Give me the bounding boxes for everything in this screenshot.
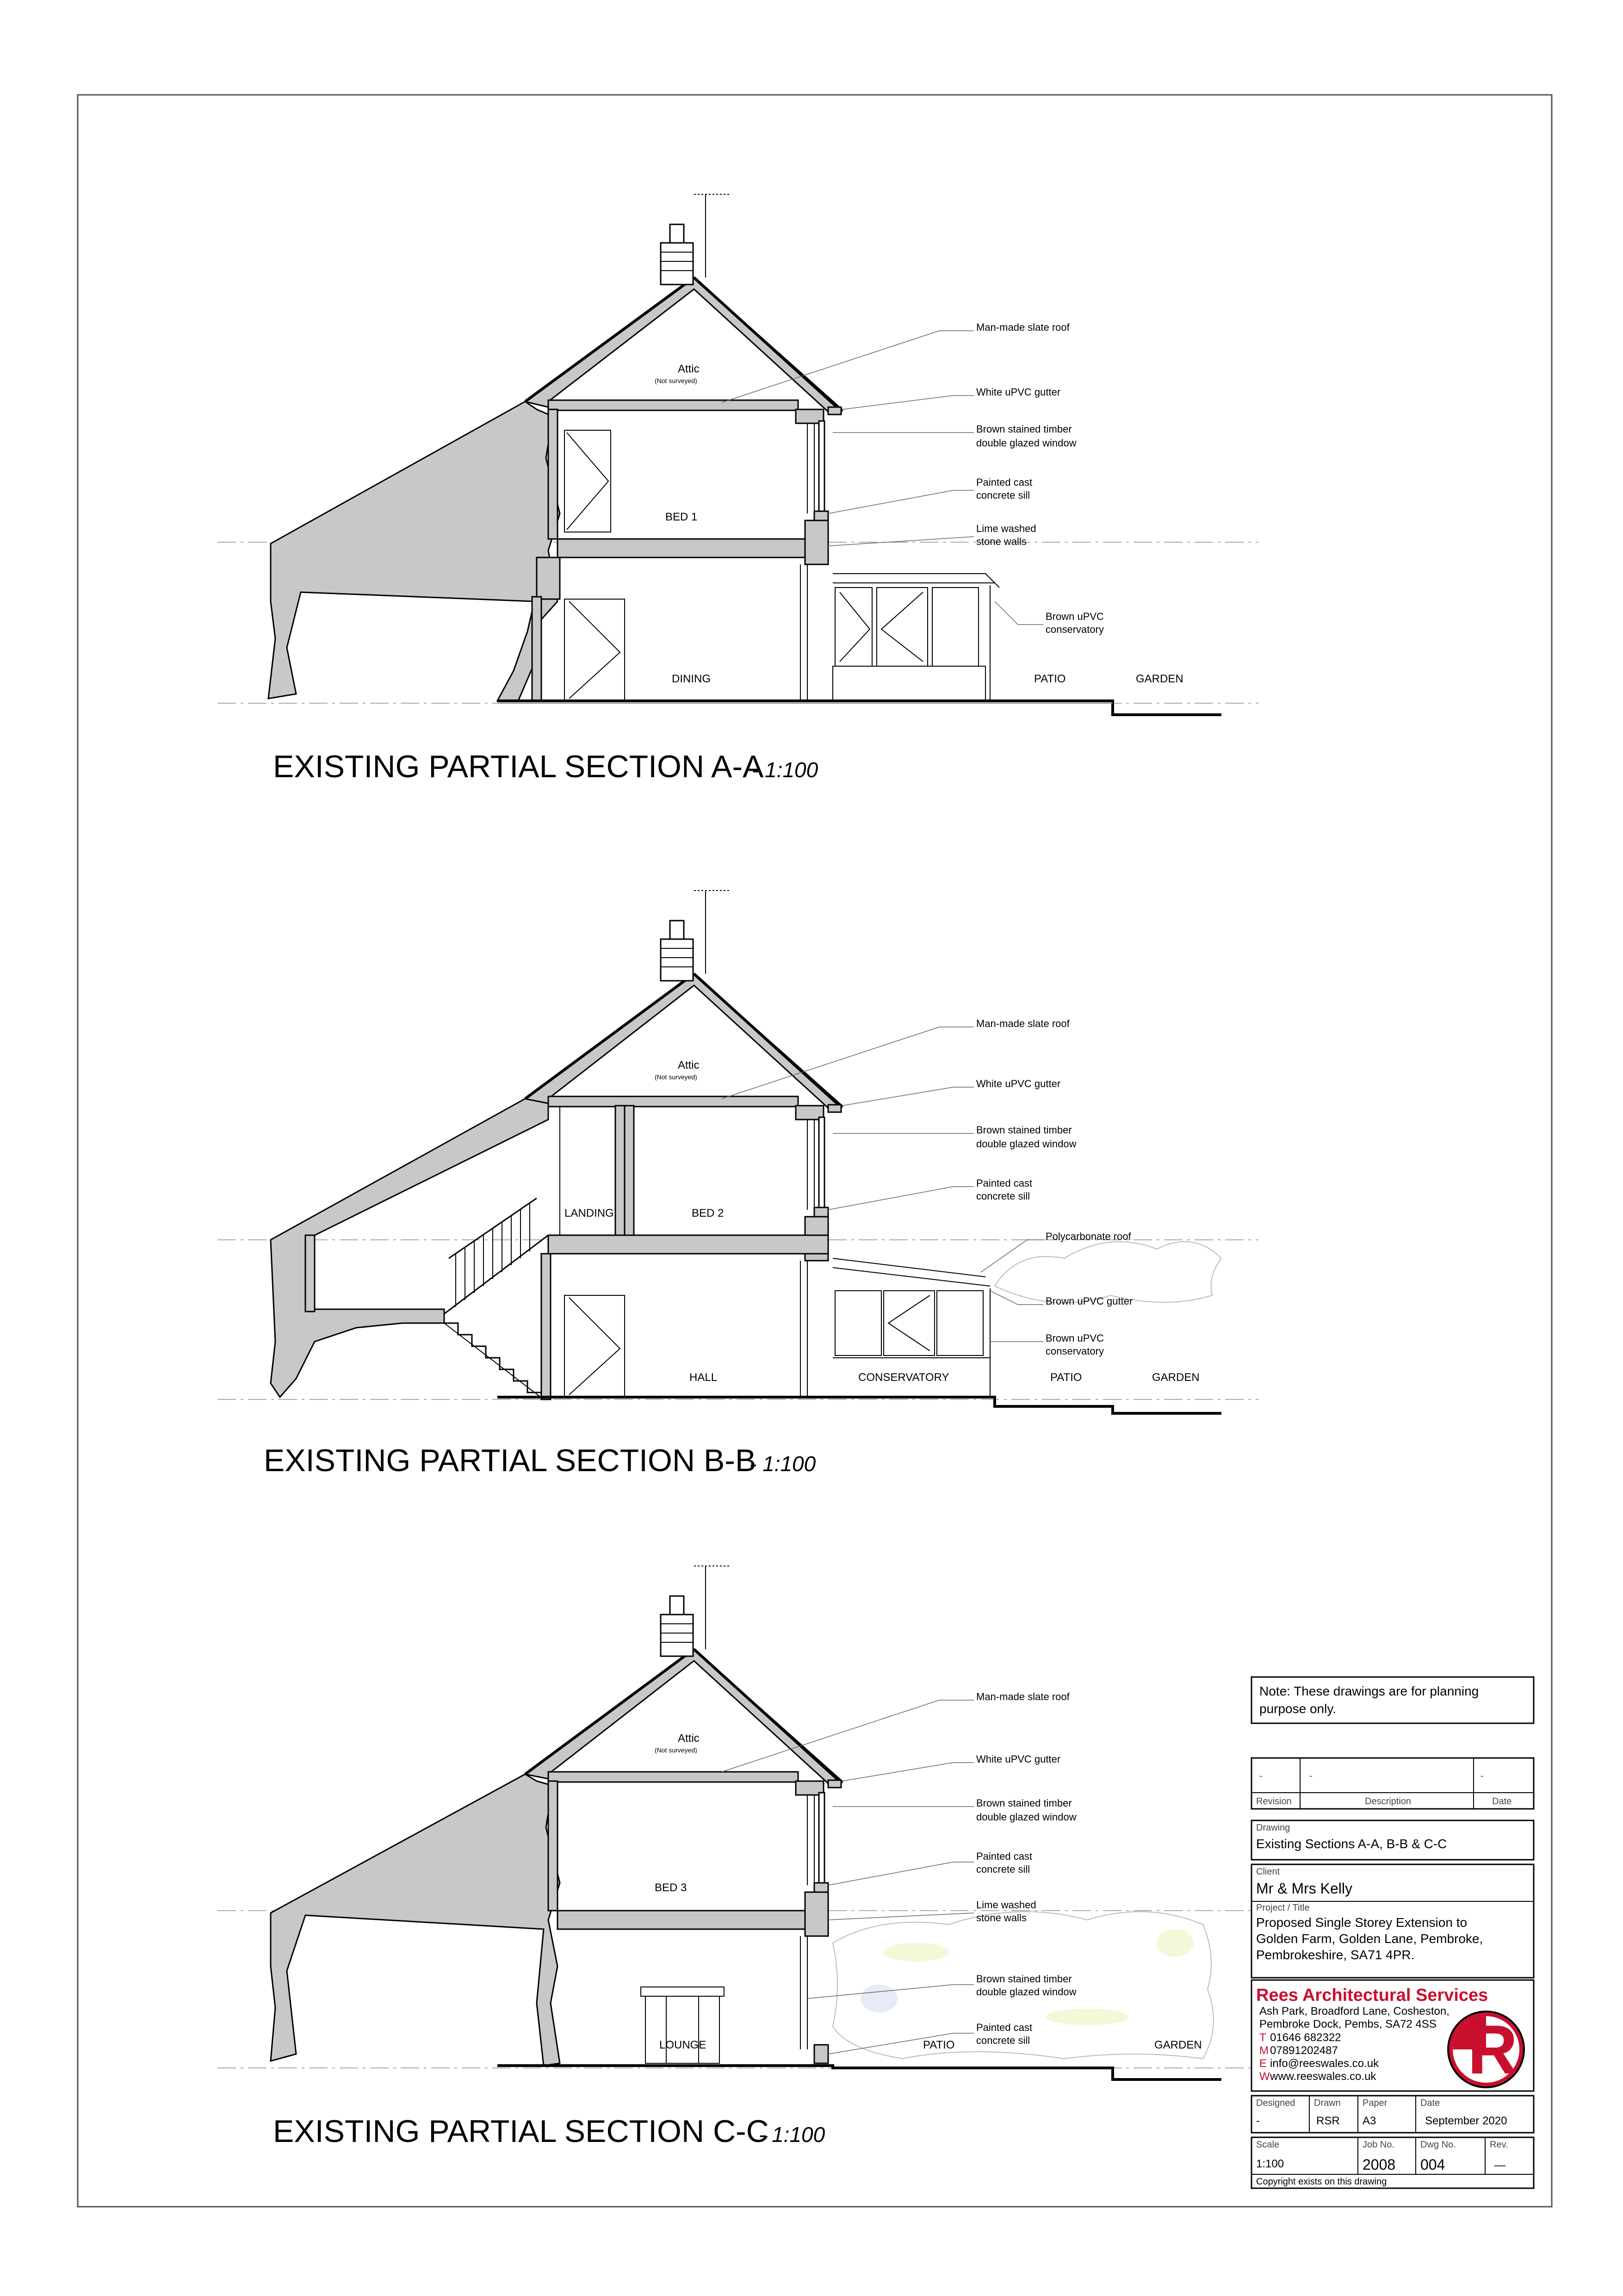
callout-label: Man-made slate roof xyxy=(976,1691,1070,1702)
callout-label: double glazed window xyxy=(976,1811,1077,1823)
rev-label: Rev. xyxy=(1490,2140,1508,2150)
attic-floor xyxy=(548,400,798,410)
section-scale: - 1:100 xyxy=(750,1452,816,1476)
contact-value: 07891202487 xyxy=(1270,2044,1338,2057)
firm-address-2: Pembroke Dock, Pembs, SA72 4SS xyxy=(1259,2018,1437,2030)
planning-note-line-2: purpose only. xyxy=(1259,1702,1337,1716)
room-lower: LOUNGE xyxy=(659,2039,706,2051)
room-lower: DINING xyxy=(672,673,711,685)
room-upper: BED 2 xyxy=(692,1207,724,1219)
callout-label: Painted cast xyxy=(976,1177,1033,1189)
room-upper: BED 1 xyxy=(665,511,698,523)
room-patio: PATIO xyxy=(1034,673,1066,685)
callout-label: Man-made slate roof xyxy=(976,322,1070,333)
gutter xyxy=(828,407,841,415)
planning-note-line-1: Note: These drawings are for planning xyxy=(1259,1684,1479,1698)
copyright-note: Copyright exists on this drawing xyxy=(1256,2177,1387,2187)
rev-value: — xyxy=(1494,2159,1505,2172)
room-garden: GARDEN xyxy=(1136,673,1183,685)
room-patio: PATIO xyxy=(1050,1371,1082,1384)
project-line-2: Golden Farm, Golden Lane, Pembroke, xyxy=(1256,1931,1483,1946)
callout-label: Lime washed xyxy=(976,523,1036,534)
attic-not-surveyed: (Not surveyed) xyxy=(655,377,697,384)
drawn-label: Drawn xyxy=(1314,2098,1341,2108)
job-value: 2008 xyxy=(1363,2156,1396,2173)
project-line-1: Proposed Single Storey Extension to xyxy=(1256,1915,1468,1930)
designed-value: - xyxy=(1256,2115,1260,2127)
callout-label: Brown uPVC xyxy=(1046,611,1104,622)
dwg-value: 004 xyxy=(1420,2156,1445,2173)
drawing-label: Drawing xyxy=(1256,1823,1290,1833)
room-attic: Attic xyxy=(678,1059,700,1071)
callout-label: Polycarbonate roof xyxy=(1046,1231,1131,1242)
callout-label: double glazed window xyxy=(976,1986,1077,1998)
contact-key: W xyxy=(1259,2070,1270,2083)
section-title: EXISTING PARTIAL SECTION A-A xyxy=(273,749,764,784)
callout-label: Painted cast xyxy=(976,1850,1033,1862)
callout-label: Brown uPVC xyxy=(1046,1332,1104,1344)
callout-label: White uPVC gutter xyxy=(976,1078,1061,1089)
section-scale: - 1:100 xyxy=(759,2123,825,2147)
chimney xyxy=(661,243,693,285)
callout-label: Brown uPVC gutter xyxy=(1046,1295,1133,1307)
hillside-earth xyxy=(271,1774,560,2066)
title-block xyxy=(1251,1677,1534,2188)
designed-label: Designed xyxy=(1256,2098,1295,2108)
scale-label: Scale xyxy=(1256,2140,1280,2150)
first-floor-slab xyxy=(558,539,828,557)
callout-label: Brown stained timber xyxy=(976,1124,1072,1136)
revision-cell-3: - xyxy=(1481,1771,1484,1781)
callout-label: concrete sill xyxy=(976,1190,1030,1202)
logo-letter: R xyxy=(1468,2011,1518,2088)
callout-label: conservatory xyxy=(1046,624,1104,635)
room-attic: Attic xyxy=(678,363,700,375)
firm-name: Rees Architectural Services xyxy=(1256,1986,1488,2005)
contact-value: 01646 682322 xyxy=(1270,2031,1341,2044)
callout-label: White uPVC gutter xyxy=(976,386,1061,398)
drawn-value: RSR xyxy=(1316,2115,1340,2127)
dwg-label: Dwg No. xyxy=(1420,2140,1456,2150)
section-a-a xyxy=(217,194,1258,715)
revision-cell-2: - xyxy=(1309,1771,1313,1781)
drawing-title: Existing Sections A-A, B-B & C-C xyxy=(1256,1837,1447,1851)
client-name: Mr & Mrs Kelly xyxy=(1256,1880,1352,1897)
section-title: EXISTING PARTIAL SECTION C-C xyxy=(273,2114,769,2149)
callout-label: Man-made slate roof xyxy=(976,1018,1070,1029)
paper-value: A3 xyxy=(1363,2115,1376,2127)
callout-label: Lime washed xyxy=(976,1899,1036,1911)
callout-label: White uPVC gutter xyxy=(976,1753,1061,1765)
paper-label: Paper xyxy=(1363,2098,1388,2108)
project-line-3: Pembrokeshire, SA71 4PR. xyxy=(1256,1948,1415,1962)
attic-not-surveyed: (Not surveyed) xyxy=(655,1073,697,1081)
callout-label: Painted cast xyxy=(976,2022,1033,2033)
callout-label: Brown stained timber xyxy=(976,423,1072,435)
hillside-earth xyxy=(268,402,560,701)
callout-label: concrete sill xyxy=(976,1863,1030,1875)
scale-value: 1:100 xyxy=(1256,2158,1284,2170)
room-patio: PATIO xyxy=(923,2039,955,2051)
callout-label: Brown stained timber xyxy=(976,1973,1072,1985)
revision-header: Revision xyxy=(1256,1796,1292,1807)
callout-label: stone walls xyxy=(976,1912,1027,1924)
callout-label: Painted cast xyxy=(976,477,1033,488)
description-header: Description xyxy=(1365,1796,1412,1807)
section-scale: - 1:100 xyxy=(752,758,818,782)
room-landing: LANDING xyxy=(564,1207,614,1219)
contact-value: info@reeswales.co.uk xyxy=(1270,2057,1379,2070)
project-label: Project / Title xyxy=(1256,1903,1310,1913)
contact-value: www.reeswales.co.uk xyxy=(1270,2070,1376,2083)
callout-label: stone walls xyxy=(976,536,1027,547)
room-lower: HALL xyxy=(689,1371,718,1384)
client-label: Client xyxy=(1256,1867,1280,1877)
room-conservatory: CONSERVATORY xyxy=(858,1371,949,1384)
callout-label: double glazed window xyxy=(976,437,1077,449)
date-header: Date xyxy=(1492,1796,1512,1807)
room-upper: BED 3 xyxy=(655,1881,687,1894)
main-roof xyxy=(525,278,842,412)
ground-line xyxy=(497,2066,1221,2079)
section-c-c xyxy=(217,1566,1258,2079)
attic-not-surveyed: (Not surveyed) xyxy=(655,1746,697,1754)
callout-label: double glazed window xyxy=(976,1138,1077,1150)
contact-key: T xyxy=(1259,2031,1266,2044)
contact-key: M xyxy=(1259,2044,1269,2057)
contact-key: E xyxy=(1259,2057,1267,2070)
date-label: Date xyxy=(1420,2098,1440,2108)
room-attic: Attic xyxy=(678,1732,700,1745)
section-title: EXISTING PARTIAL SECTION B-B xyxy=(264,1443,756,1478)
firm-address-1: Ash Park, Broadford Lane, Cosheston, xyxy=(1259,2005,1450,2018)
callout-label: concrete sill xyxy=(976,2035,1030,2046)
callout-label: conservatory xyxy=(1046,1345,1104,1357)
date-value: September 2020 xyxy=(1425,2115,1507,2127)
room-garden: GARDEN xyxy=(1154,2039,1202,2051)
job-label: Job No. xyxy=(1363,2140,1394,2150)
room-garden: GARDEN xyxy=(1152,1371,1200,1384)
revision-cell-1: - xyxy=(1259,1771,1263,1781)
callout-label: Brown stained timber xyxy=(976,1797,1072,1809)
callout-label: concrete sill xyxy=(976,489,1030,501)
